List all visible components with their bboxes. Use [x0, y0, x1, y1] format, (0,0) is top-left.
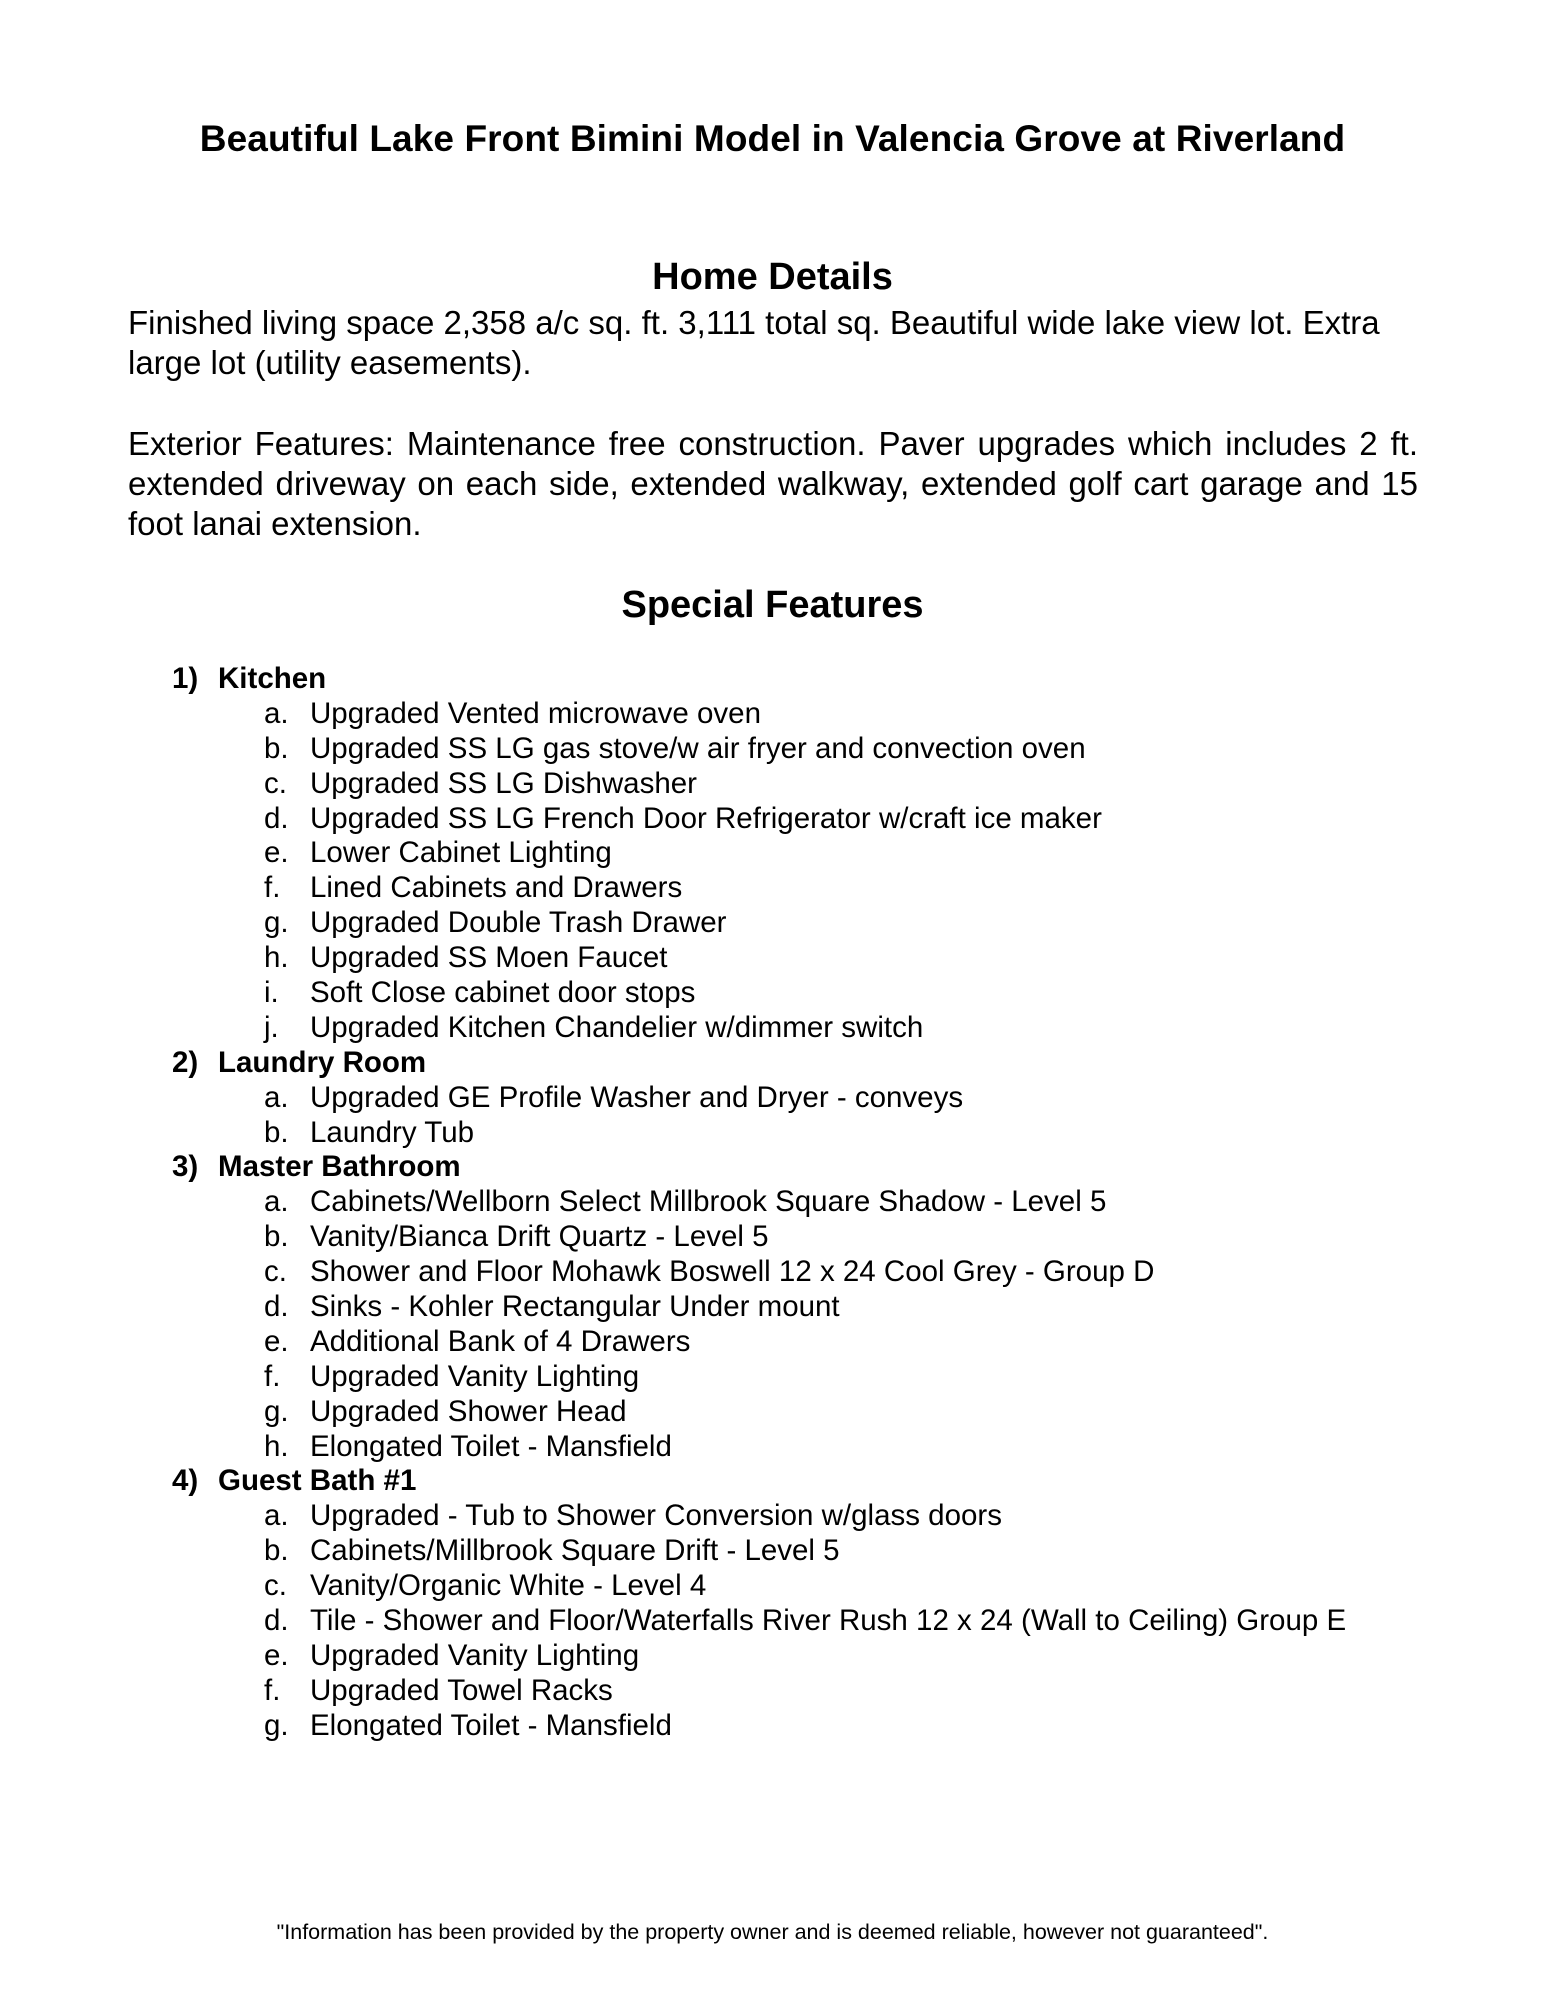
exterior-features-paragraph: Exterior Features: Maintenance free construction. Paver upgrades which includes 2 ft. extended driveway on each side, extended walkway, extended golf cart garage and 15 foot lanai extension. — [128, 425, 1418, 542]
item-letter: a. — [264, 1080, 289, 1114]
item-text: Soft Close cabinet door stops — [310, 976, 696, 1010]
item-text: Upgraded Towel Racks — [310, 1673, 613, 1707]
category-name: Laundry Room — [218, 1045, 427, 1079]
item-text: Upgraded SS LG Dishwasher — [310, 766, 697, 800]
feature-item — [172, 1430, 1432, 1465]
item-text: Sinks - Kohler Rectangular Under mount — [310, 1290, 840, 1324]
feature-item — [172, 1360, 1432, 1395]
item-letter: f. — [264, 1673, 281, 1707]
item-letter: g. — [264, 1708, 289, 1742]
item-letter: e. — [264, 1324, 289, 1358]
item-letter: b. — [264, 1220, 289, 1254]
feature-item — [172, 1185, 1432, 1220]
feature-item — [172, 906, 1432, 941]
disclaimer-footer: "Information has been provided by the property owner and is deemed reliable, however not guaranteed". — [276, 1920, 1269, 1944]
feature-item — [172, 1604, 1432, 1639]
feature-category — [172, 662, 1432, 697]
item-text: Upgraded - Tub to Shower Conversion w/glass doors — [310, 1499, 1002, 1533]
item-text: Upgraded Vanity Lighting — [310, 1359, 640, 1393]
item-letter: d. — [264, 1604, 289, 1638]
feature-item — [172, 1290, 1432, 1325]
item-letter: a. — [264, 696, 289, 730]
feature-category — [172, 1150, 1432, 1185]
feature-item — [172, 836, 1432, 871]
feature-item — [172, 1569, 1432, 1604]
item-text: Upgraded Vanity Lighting — [310, 1638, 640, 1672]
item-text: Upgraded SS LG gas stove/w air fryer and convection oven — [310, 731, 1086, 765]
feature-item — [172, 1325, 1432, 1360]
category-name: Kitchen — [218, 662, 327, 695]
item-letter: b. — [264, 1115, 289, 1149]
item-letter: b. — [264, 1534, 289, 1568]
feature-item — [172, 1639, 1432, 1674]
category-number: 3) — [172, 1150, 199, 1184]
item-letter: h. — [264, 941, 289, 975]
item-text: Elongated Toilet - Mansfield — [310, 1708, 672, 1742]
item-text: Elongated Toilet - Mansfield — [310, 1429, 672, 1463]
item-text: Shower and Floor Mohawk Boswell 12 x 24 Cool Grey - Group D — [310, 1255, 1155, 1289]
feature-item — [172, 802, 1432, 837]
feature-item — [172, 1534, 1432, 1569]
item-letter: d. — [264, 801, 289, 835]
item-letter: d. — [264, 1290, 289, 1324]
category-number: 1) — [172, 662, 199, 695]
item-letter: e. — [264, 836, 289, 870]
item-text: Cabinets/Millbrook Square Drift - Level 5 — [310, 1534, 840, 1568]
item-text: Cabinets/Wellborn Select Millbrook Square Shadow - Level 5 — [310, 1185, 1107, 1219]
home-details-paragraph: Finished living space 2,358 a/c sq. ft. 3,111 total sq. Beautiful wide lake view lot. Extra large lot (utility easements). — [128, 304, 1380, 381]
category-number: 2) — [172, 1045, 199, 1079]
feature-item — [172, 941, 1432, 976]
item-text: Upgraded Double Trash Drawer — [310, 906, 727, 940]
feature-item — [172, 1081, 1432, 1116]
feature-item — [172, 1116, 1432, 1151]
item-text: Vanity/Organic White - Level 4 — [310, 1569, 707, 1603]
item-text: Upgraded Shower Head — [310, 1394, 627, 1428]
item-letter: i. — [264, 976, 279, 1010]
home-details-heading: Home Details — [652, 256, 893, 298]
feature-item — [172, 767, 1432, 802]
item-letter: e. — [264, 1638, 289, 1672]
item-letter: j. — [264, 1010, 279, 1044]
feature-category — [172, 1464, 1432, 1499]
item-letter: f. — [264, 871, 281, 905]
item-letter: f. — [264, 1359, 281, 1393]
feature-item — [172, 1674, 1432, 1709]
special-features-heading: Special Features — [621, 584, 924, 626]
item-text: Upgraded GE Profile Washer and Dryer - conveys — [310, 1080, 964, 1114]
item-text: Upgraded Vented microwave oven — [310, 696, 761, 730]
item-letter: c. — [264, 1569, 287, 1603]
item-letter: g. — [264, 906, 289, 940]
item-letter: b. — [264, 731, 289, 765]
feature-item — [172, 697, 1432, 732]
feature-item — [172, 1011, 1432, 1046]
item-letter: h. — [264, 1429, 289, 1463]
item-text: Lined Cabinets and Drawers — [310, 871, 683, 905]
item-text: Laundry Tub — [310, 1115, 475, 1149]
category-number: 4) — [172, 1464, 199, 1498]
item-text: Lower Cabinet Lighting — [310, 836, 612, 870]
feature-item — [172, 1220, 1432, 1255]
item-text: Upgraded SS LG French Door Refrigerator w/craft ice maker — [310, 801, 1102, 835]
item-letter: g. — [264, 1394, 289, 1428]
item-letter: a. — [264, 1499, 289, 1533]
item-text: Vanity/Bianca Drift Quartz - Level 5 — [310, 1220, 769, 1254]
feature-item — [172, 1709, 1432, 1744]
category-name: Guest Bath #1 — [218, 1464, 417, 1498]
item-text: Upgraded Kitchen Chandelier w/dimmer switch — [310, 1010, 924, 1044]
item-letter: c. — [264, 1255, 287, 1289]
item-text: Additional Bank of 4 Drawers — [310, 1324, 691, 1358]
special-features-list — [172, 662, 1432, 1744]
feature-item — [172, 1499, 1432, 1534]
feature-item — [172, 1255, 1432, 1290]
item-text: Upgraded SS Moen Faucet — [310, 941, 668, 975]
category-name: Master Bathroom — [218, 1150, 461, 1184]
feature-item — [172, 732, 1432, 767]
feature-category — [172, 1046, 1432, 1081]
feature-item — [172, 976, 1432, 1011]
document-title: Beautiful Lake Front Bimini Model in Valencia Grove at Riverland — [199, 118, 1346, 159]
feature-item — [172, 1395, 1432, 1430]
item-letter: a. — [264, 1185, 289, 1219]
item-text: Tile - Shower and Floor/Waterfalls River Rush 12 x 24 (Wall to Ceiling) Group E — [310, 1604, 1347, 1638]
item-letter: c. — [264, 766, 287, 800]
feature-item — [172, 871, 1432, 906]
